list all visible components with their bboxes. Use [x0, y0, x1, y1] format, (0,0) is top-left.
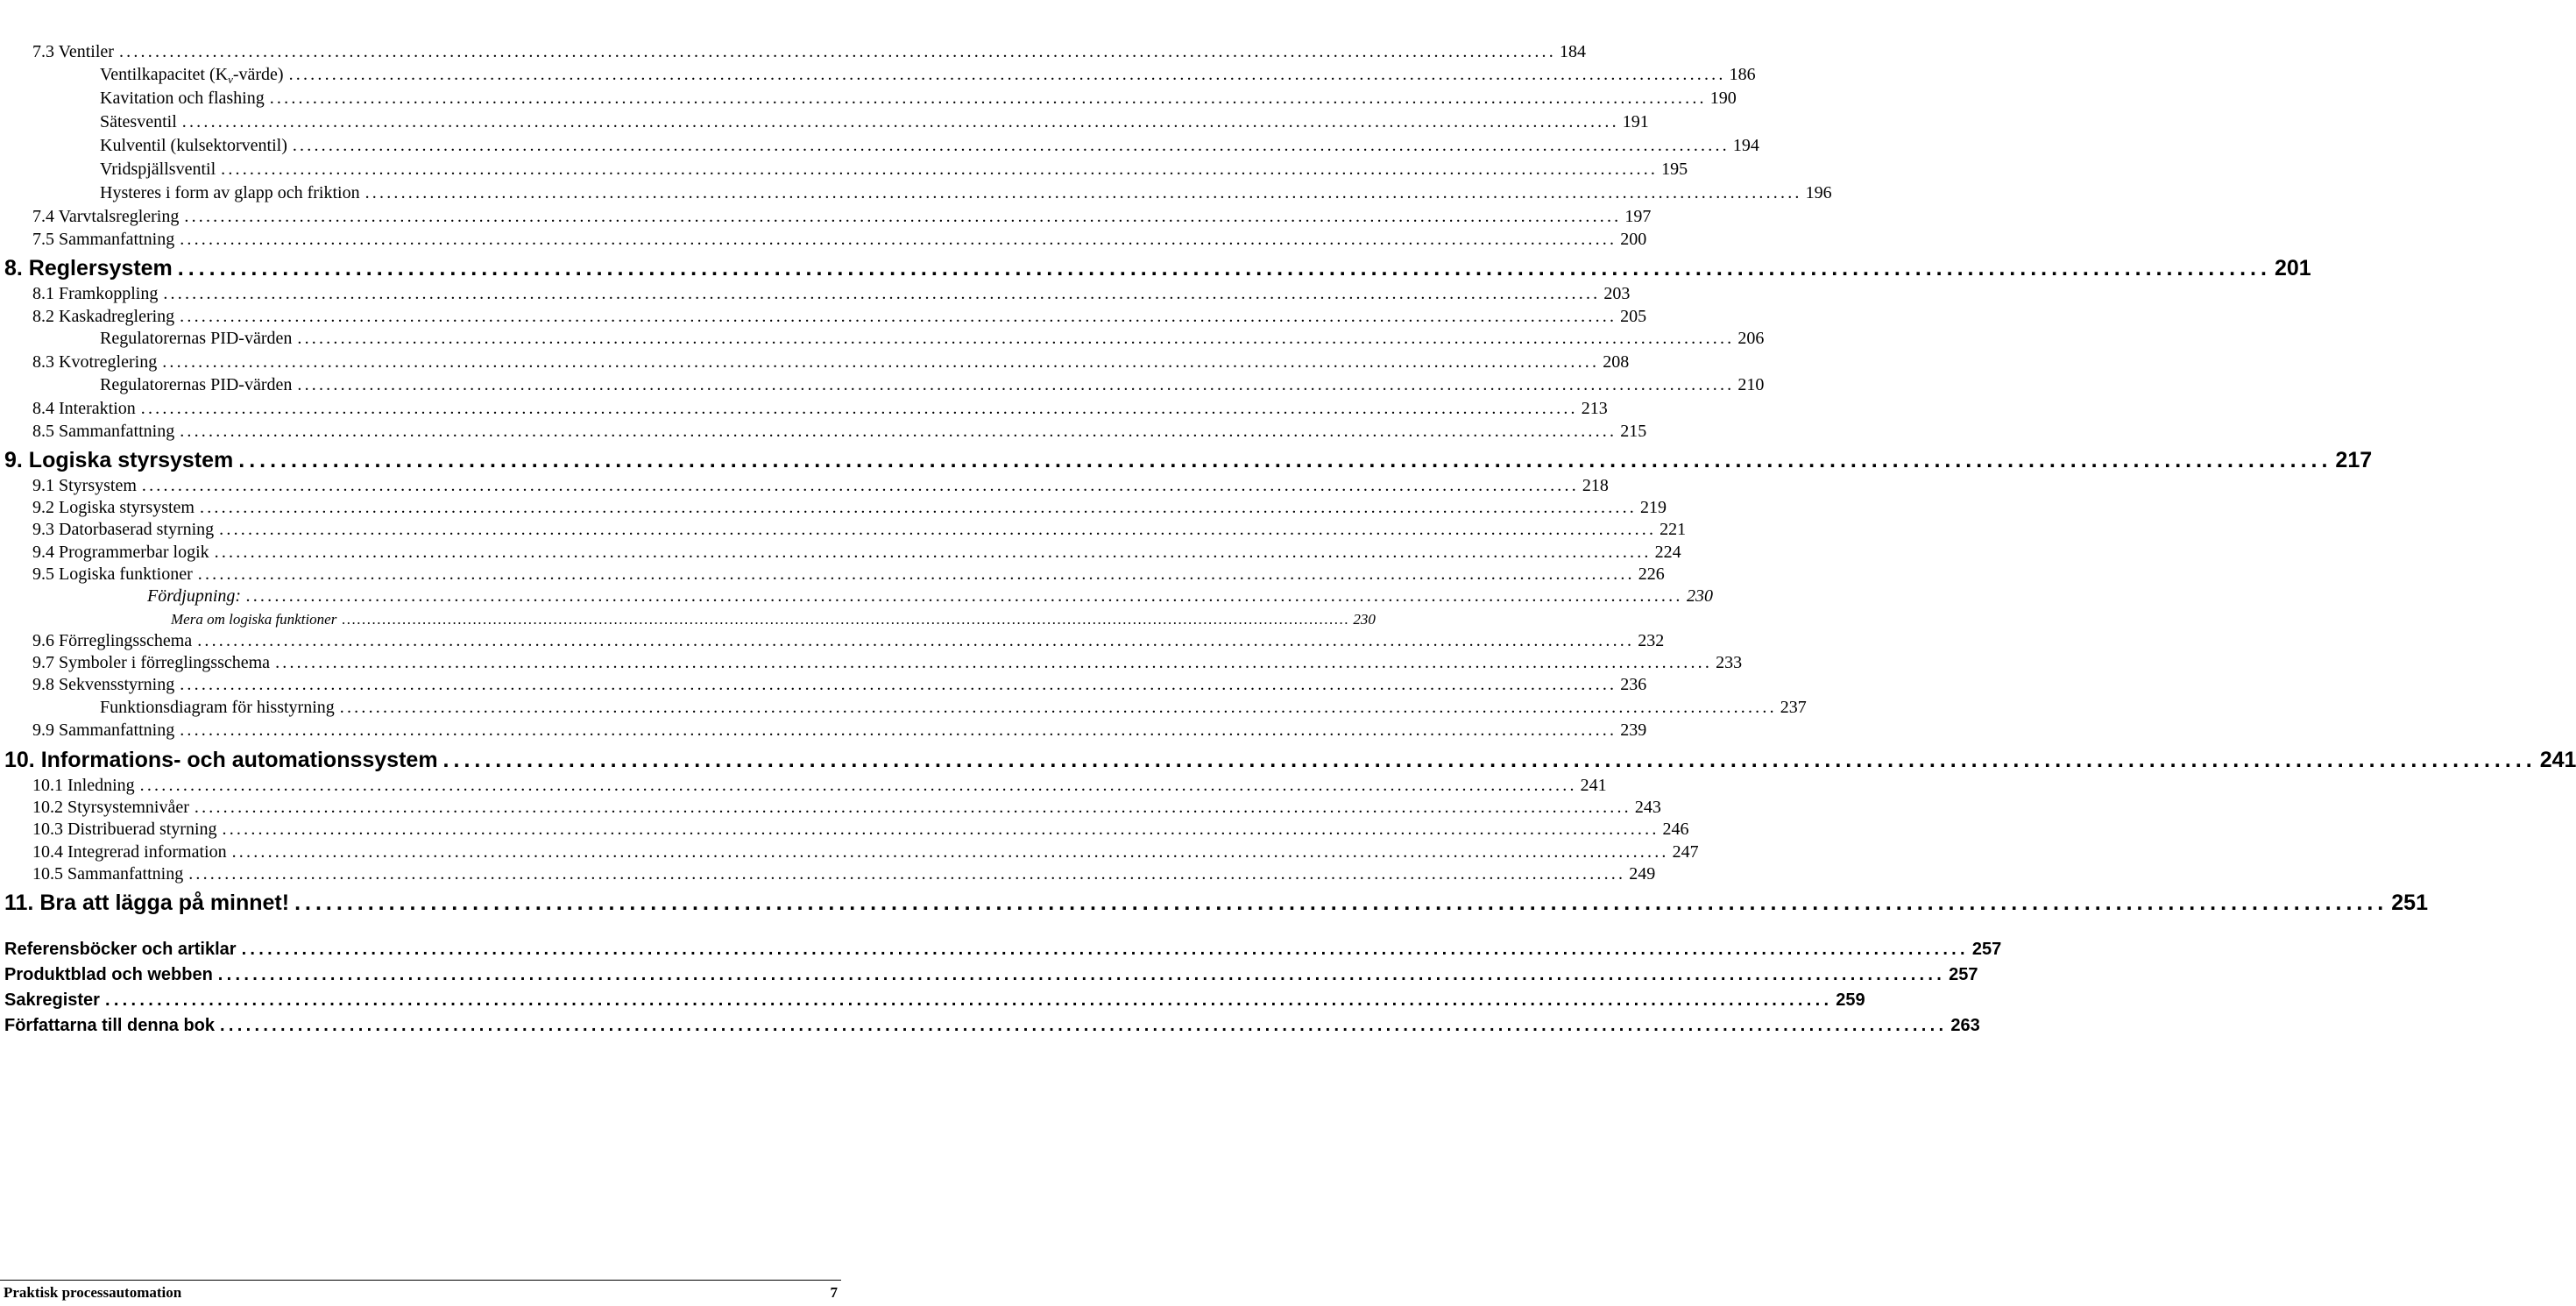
- toc-entry-title: Sätesventil: [100, 112, 177, 131]
- toc-entry-page: 224: [1654, 543, 1681, 562]
- dot-leader: ........................................................................................................................................................................................................: [231, 842, 1669, 862]
- dot-leader: ........................................................................................................................................................................................................: [442, 748, 2537, 772]
- toc-entry-title: 8.5 Sammanfattning: [32, 422, 175, 441]
- toc-back-matter[interactable]: [4, 1015, 1980, 1036]
- toc-entry-page: 239: [1620, 720, 1647, 740]
- toc-chapter-title: 9. Logiska styrsystem: [4, 448, 234, 472]
- footer-page-number: 7: [830, 1284, 838, 1301]
- toc-back-matter-title: Produktblad och webben: [4, 965, 213, 984]
- toc-entry[interactable]: [100, 329, 1765, 348]
- toc-entry-page: 219: [1640, 498, 1667, 517]
- toc-entry-page: 206: [1737, 329, 1765, 348]
- toc-entry-page: 205: [1620, 307, 1647, 326]
- toc-back-matter-title: Sakregister: [4, 990, 100, 1010]
- toc-entry-title: Kulventil (kulsektorventil): [100, 136, 287, 155]
- toc-entry-title: 10.2 Styrsystemnivåer: [32, 798, 189, 817]
- toc-entry-page: 210: [1737, 375, 1765, 394]
- toc-entry-page: 243: [1634, 798, 1661, 817]
- toc-entry-page: 230: [1687, 586, 1714, 606]
- dot-leader: ........................................................................................................................................................................................................: [297, 375, 1735, 394]
- dot-leader: ........................................................................................................................................................................................................: [219, 520, 1657, 539]
- dot-leader: ........................................................................................................................................................................................................: [339, 698, 1777, 717]
- dot-leader: ........................................................................................................................................................................................................: [238, 448, 2332, 472]
- toc-entry-page: 197: [1624, 207, 1652, 226]
- dot-leader: ........................................................................................................................................................................................................: [294, 891, 2388, 915]
- toc-entry[interactable]: [100, 160, 1688, 179]
- toc-entry[interactable]: [100, 136, 1759, 155]
- toc-entry[interactable]: [100, 375, 1765, 394]
- dot-leader: ........................................................................................................................................................................................................: [342, 611, 1350, 628]
- toc-entry-page: 232: [1638, 631, 1665, 650]
- toc-entry-title: 9.4 Programmerbar logik: [32, 543, 209, 562]
- toc-entry-title: 9.3 Datorbaserad styrning: [32, 520, 215, 539]
- toc-entry-page: 236: [1620, 675, 1647, 694]
- toc-back-matter-page: 257: [1971, 940, 2002, 959]
- dot-leader: ........................................................................................................................................................................................................: [141, 476, 1579, 495]
- dot-leader: ........................................................................................................................................................................................................: [200, 498, 1637, 517]
- toc-entry-page: 186: [1729, 65, 1756, 84]
- toc-entry-title: 8.1 Framkoppling: [32, 284, 159, 303]
- toc-entry-page: 191: [1622, 112, 1649, 131]
- toc-back-matter-title: Referensböcker och artiklar: [4, 940, 237, 959]
- toc-entry-title: 9.8 Sekvensstyrning: [32, 675, 175, 694]
- toc-entry[interactable]: [32, 675, 1647, 694]
- toc-entry[interactable]: [32, 520, 1687, 539]
- dot-leader: ........................................................................................................................................................................................................: [180, 675, 1617, 694]
- dot-leader: ........................................................................................................................................................................................................: [163, 284, 1601, 303]
- toc-entry-page: 218: [1582, 476, 1609, 495]
- toc-entry[interactable]: [32, 798, 1661, 817]
- dot-leader: ........................................................................................................................................................................................................: [220, 1016, 1948, 1035]
- dot-leader: ........................................................................................................................................................................................................: [181, 112, 1619, 131]
- toc-back-matter[interactable]: [4, 939, 2002, 960]
- toc-entry-title: Regulatorernas PID-värden: [100, 329, 293, 348]
- toc-entry-page: 203: [1603, 284, 1631, 303]
- dot-leader: ........................................................................................................................................................................................................: [188, 864, 1626, 884]
- toc-entry[interactable]: [32, 230, 1647, 249]
- toc-entry[interactable]: [32, 631, 1665, 650]
- dot-leader: ........................................................................................................................................................................................................: [288, 65, 1726, 84]
- toc-entry-page: 247: [1672, 842, 1699, 862]
- toc-entry[interactable]: [147, 586, 1714, 606]
- toc-chapter-page: 251: [2391, 891, 2428, 915]
- toc-entry-page: 249: [1629, 864, 1656, 884]
- dot-leader: ........................................................................................................................................................................................................: [180, 422, 1617, 441]
- toc-back-matter-title: Författarna till denna bok: [4, 1016, 216, 1035]
- dot-leader: ........................................................................................................................................................................................................: [292, 136, 1730, 155]
- toc-chapter-page: 201: [2274, 256, 2311, 280]
- toc-entry[interactable]: [100, 698, 1807, 717]
- dot-leader: ........................................................................................................................................................................................................: [139, 776, 1577, 795]
- dot-leader: ........................................................................................................................................................................................................: [364, 183, 1802, 202]
- toc-chapter[interactable]: [4, 747, 2576, 773]
- toc-back-matter-page: 259: [1836, 990, 1865, 1010]
- dot-leader: ........................................................................................................................................................................................................: [104, 990, 1833, 1010]
- toc-entry-page: 194: [1732, 136, 1759, 155]
- dot-leader: ........................................................................................................................................................................................................: [118, 42, 1556, 61]
- toc-entry[interactable]: [100, 112, 1649, 131]
- toc-chapter-title: 11. Bra att lägga på minnet!: [4, 891, 290, 915]
- toc-entry-page: 215: [1620, 422, 1647, 441]
- toc-entry-subscript: v: [228, 73, 233, 86]
- toc-entry[interactable]: [100, 89, 1737, 108]
- footer-book-title: Praktisk processautomation: [4, 1284, 182, 1301]
- dot-leader: ........................................................................................................................................................................................................: [214, 543, 1652, 562]
- toc-entry[interactable]: [32, 564, 1665, 584]
- toc-entry-title: 9.2 Logiska styrsystem: [32, 498, 195, 517]
- toc-entry-title: Kavitation och flashing: [100, 89, 265, 108]
- toc-entry-title: 10.3 Distribuerad styrning: [32, 820, 217, 839]
- toc-entry[interactable]: [32, 399, 1608, 418]
- toc-entry-title: Regulatorernas PID-värden: [100, 375, 293, 394]
- toc-entry-title: 10.4 Integrerad information: [32, 842, 227, 862]
- dot-leader: ........................................................................................................................................................................................................: [246, 586, 1684, 606]
- dot-leader: ........................................................................................................................................................................................................: [269, 89, 1707, 108]
- toc-chapter[interactable]: [4, 255, 2311, 281]
- dot-leader: ........................................................................................................................................................................................................: [180, 307, 1617, 326]
- dot-leader: ........................................................................................................................................................................................................: [275, 653, 1713, 672]
- dot-leader: ........................................................................................................................................................................................................: [297, 329, 1735, 348]
- toc-entry[interactable]: [32, 720, 1647, 740]
- toc-entry[interactable]: [32, 352, 1630, 372]
- toc-entry[interactable]: [32, 498, 1667, 517]
- toc-back-matter-page: 257: [1949, 965, 1978, 984]
- toc-chapter[interactable]: [4, 447, 2373, 473]
- toc-entry-title: 9.5 Logiska funktioner: [32, 564, 193, 584]
- toc-entry[interactable]: [100, 65, 1756, 86]
- toc-entry[interactable]: [32, 476, 1609, 495]
- toc-entry-title: 10.1 Inledning: [32, 776, 135, 795]
- toc-entry-title: 7.5 Sammanfattning: [32, 230, 175, 249]
- toc-entry-title: Vridspjällsventil: [100, 160, 216, 179]
- toc-entry-page: 246: [1662, 820, 1689, 839]
- toc-entry-title: 8.3 Kvotreglering: [32, 352, 158, 372]
- toc-entry[interactable]: [32, 653, 1743, 672]
- toc-back-matter[interactable]: [4, 964, 1978, 985]
- toc-entry-page: 241: [1580, 776, 1607, 795]
- toc-entry-title: 9.7 Symboler i förreglingsschema: [32, 653, 271, 672]
- dot-leader: ........................................................................................................................................................................................................: [217, 965, 1946, 984]
- toc-entry-page: 184: [1559, 42, 1586, 61]
- dot-leader: ........................................................................................................................................................................................................: [177, 256, 2271, 280]
- toc-entry-title: Fördjupning:: [147, 586, 242, 606]
- dot-leader: ........................................................................................................................................................................................................: [162, 352, 1600, 372]
- toc-entry-page: 190: [1709, 89, 1737, 108]
- toc-entry-title: Funktionsdiagram för hisstyrning: [100, 698, 335, 717]
- toc-entry-title: 7.3 Ventiler: [32, 42, 114, 61]
- dot-leader: ........................................................................................................................................................................................................: [194, 798, 1631, 817]
- toc-chapter-title: 10. Informations- och automationssystem: [4, 748, 438, 772]
- toc-entry[interactable]: [32, 307, 1647, 326]
- toc-back-matter-page: 263: [1950, 1016, 1980, 1035]
- toc-entry-page: 230: [1353, 611, 1376, 628]
- toc-entry-page: 221: [1660, 520, 1687, 539]
- toc-entry-page: 195: [1661, 160, 1688, 179]
- toc-entry[interactable]: [32, 543, 1681, 562]
- toc-entry[interactable]: [32, 207, 1652, 226]
- toc-chapter[interactable]: [4, 890, 2428, 916]
- dot-leader: ........................................................................................................................................................................................................: [241, 940, 1969, 959]
- toc-entry-title: 10.5 Sammanfattning: [32, 864, 184, 884]
- toc-entry[interactable]: [32, 422, 1647, 441]
- dot-leader: ........................................................................................................................................................................................................: [222, 820, 1660, 839]
- footer-rule: [0, 1280, 841, 1281]
- toc-entry-title-rest: -värde): [232, 65, 284, 84]
- dot-leader: ........................................................................................................................................................................................................: [197, 564, 1635, 584]
- toc-entry-title: [100, 65, 284, 89]
- toc-entry[interactable]: [32, 864, 1656, 884]
- toc-entry-page: 196: [1805, 183, 1832, 202]
- toc-entry-title: 8.4 Interaktion: [32, 399, 136, 418]
- dot-leader: ........................................................................................................................................................................................................: [140, 399, 1578, 418]
- dot-leader: ........................................................................................................................................................................................................: [180, 720, 1617, 740]
- toc-entry-title: 8.2 Kaskadreglering: [32, 307, 175, 326]
- dot-leader: ........................................................................................................................................................................................................: [197, 631, 1635, 650]
- toc-chapter-title: 8. Reglersystem: [4, 256, 173, 280]
- toc-entry[interactable]: [100, 183, 1832, 202]
- toc-back-matter[interactable]: [4, 990, 1865, 1011]
- toc-chapter-page: 217: [2335, 448, 2373, 472]
- toc-entry-page: 237: [1780, 698, 1807, 717]
- dot-leader: ........................................................................................................................................................................................................: [221, 160, 1659, 179]
- toc-entry-title: 7.4 Varvtalsreglering: [32, 207, 180, 226]
- toc-entry-page: 200: [1620, 230, 1647, 249]
- toc-entry[interactable]: [32, 284, 1631, 303]
- toc-entry-title: 9.1 Styrsystem: [32, 476, 137, 495]
- dot-leader: ........................................................................................................................................................................................................: [180, 230, 1617, 249]
- toc-entry-title: 9.6 Förreglingsschema: [32, 631, 193, 650]
- toc-entry-title-main: Ventilkapacitet (K: [100, 65, 229, 84]
- toc-entry[interactable]: [32, 842, 1699, 862]
- toc-entry-title: 9.9 Sammanfattning: [32, 720, 175, 740]
- toc-entry-page: 226: [1638, 564, 1665, 584]
- toc-entry[interactable]: [171, 610, 1376, 629]
- toc-entry[interactable]: [32, 776, 1607, 795]
- toc-entry-page: 233: [1716, 653, 1743, 672]
- toc-entry[interactable]: [32, 42, 1586, 61]
- toc-entry-title: Mera om logiska funktioner: [171, 611, 337, 628]
- toc-entry-title: Hysteres i form av glapp och friktion: [100, 183, 360, 202]
- dot-leader: ........................................................................................................................................................................................................: [184, 207, 1622, 226]
- toc-entry[interactable]: [32, 820, 1689, 839]
- toc-entry-page: 208: [1603, 352, 1630, 372]
- toc-entry-page: 213: [1581, 399, 1608, 418]
- toc-chapter-page: 241: [2539, 748, 2576, 772]
